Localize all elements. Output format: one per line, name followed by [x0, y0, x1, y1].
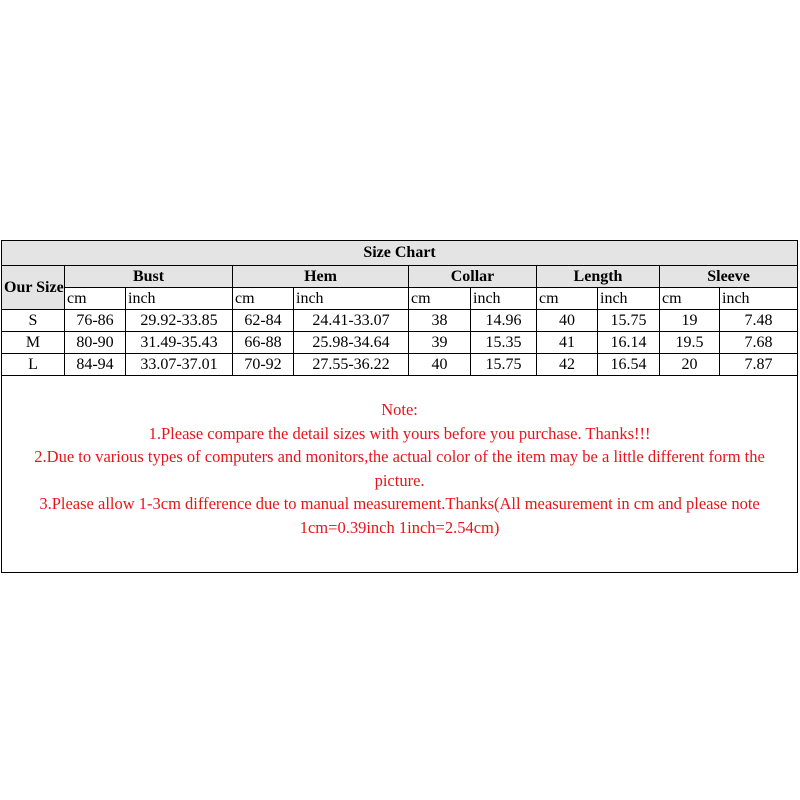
- note-heading: Note:: [381, 400, 418, 419]
- unit-cm-collar: cm: [409, 288, 471, 310]
- bust-cm: 80-90: [65, 332, 126, 354]
- sleeve-cm: 19: [660, 310, 720, 332]
- collar-inch: 14.96: [471, 310, 537, 332]
- unit-inch-length: inch: [598, 288, 660, 310]
- size-label: M: [2, 332, 65, 354]
- bust-inch: 33.07-37.01: [126, 354, 233, 376]
- sleeve-cm: 19.5: [660, 332, 720, 354]
- sleeve-inch: 7.48: [720, 310, 798, 332]
- hem-cm: 66-88: [233, 332, 294, 354]
- collar-cm: 39: [409, 332, 471, 354]
- collar-cm: 40: [409, 354, 471, 376]
- table-row: [2, 354, 798, 376]
- unit-cm-hem: cm: [233, 288, 294, 310]
- notes-section: [2, 376, 798, 573]
- group-header-length: Length: [537, 266, 660, 288]
- table-row: [2, 332, 798, 354]
- length-inch: 15.75: [598, 310, 660, 332]
- bust-cm: 84-94: [65, 354, 126, 376]
- unit-inch-hem: inch: [294, 288, 409, 310]
- sleeve-inch: 7.68: [720, 332, 798, 354]
- size-label: L: [2, 354, 65, 376]
- unit-inch-bust: inch: [126, 288, 233, 310]
- sleeve-inch: 7.87: [720, 354, 798, 376]
- unit-inch-collar: inch: [471, 288, 537, 310]
- group-header-sleeve: Sleeve: [660, 266, 798, 288]
- bust-cm: 76-86: [65, 310, 126, 332]
- hem-inch: 24.41-33.07: [294, 310, 409, 332]
- unit-inch-sleeve: inch: [720, 288, 798, 310]
- length-inch: 16.54: [598, 354, 660, 376]
- size-column-header: Our Size: [2, 266, 65, 310]
- unit-cm-bust: cm: [65, 288, 126, 310]
- size-label: S: [2, 310, 65, 332]
- length-cm: 40: [537, 310, 598, 332]
- length-inch: 16.14: [598, 332, 660, 354]
- note-line-2: 2.Due to various types of computers and monitors,the actual color of the item may be a little different form the picture.: [34, 447, 765, 490]
- sleeve-cm: 20: [660, 354, 720, 376]
- unit-cm-length: cm: [537, 288, 598, 310]
- group-header-bust: Bust: [65, 266, 233, 288]
- note-line-1: 1.Please compare the detail sizes with yours before you purchase. Thanks!!!: [148, 423, 651, 443]
- hem-cm: 70-92: [233, 354, 294, 376]
- hem-inch: 27.55-36.22: [294, 354, 409, 376]
- size-chart-table: [1, 240, 798, 573]
- note-line-3: 3.Please allow 1-3cm difference due to manual measurement.Thanks(All measurement in cm and please note 1cm=0.39inch 1inch=2.54cm): [39, 494, 760, 537]
- size-chart-title: Size Chart: [2, 241, 798, 266]
- bust-inch: 31.49-35.43: [126, 332, 233, 354]
- group-header-hem: Hem: [233, 266, 409, 288]
- hem-cm: 62-84: [233, 310, 294, 332]
- bust-inch: 29.92-33.85: [126, 310, 233, 332]
- length-cm: 42: [537, 354, 598, 376]
- collar-inch: 15.35: [471, 332, 537, 354]
- hem-inch: 25.98-34.64: [294, 332, 409, 354]
- collar-inch: 15.75: [471, 354, 537, 376]
- length-cm: 41: [537, 332, 598, 354]
- table-row: [2, 310, 798, 332]
- group-header-collar: Collar: [409, 266, 537, 288]
- unit-cm-sleeve: cm: [660, 288, 720, 310]
- collar-cm: 38: [409, 310, 471, 332]
